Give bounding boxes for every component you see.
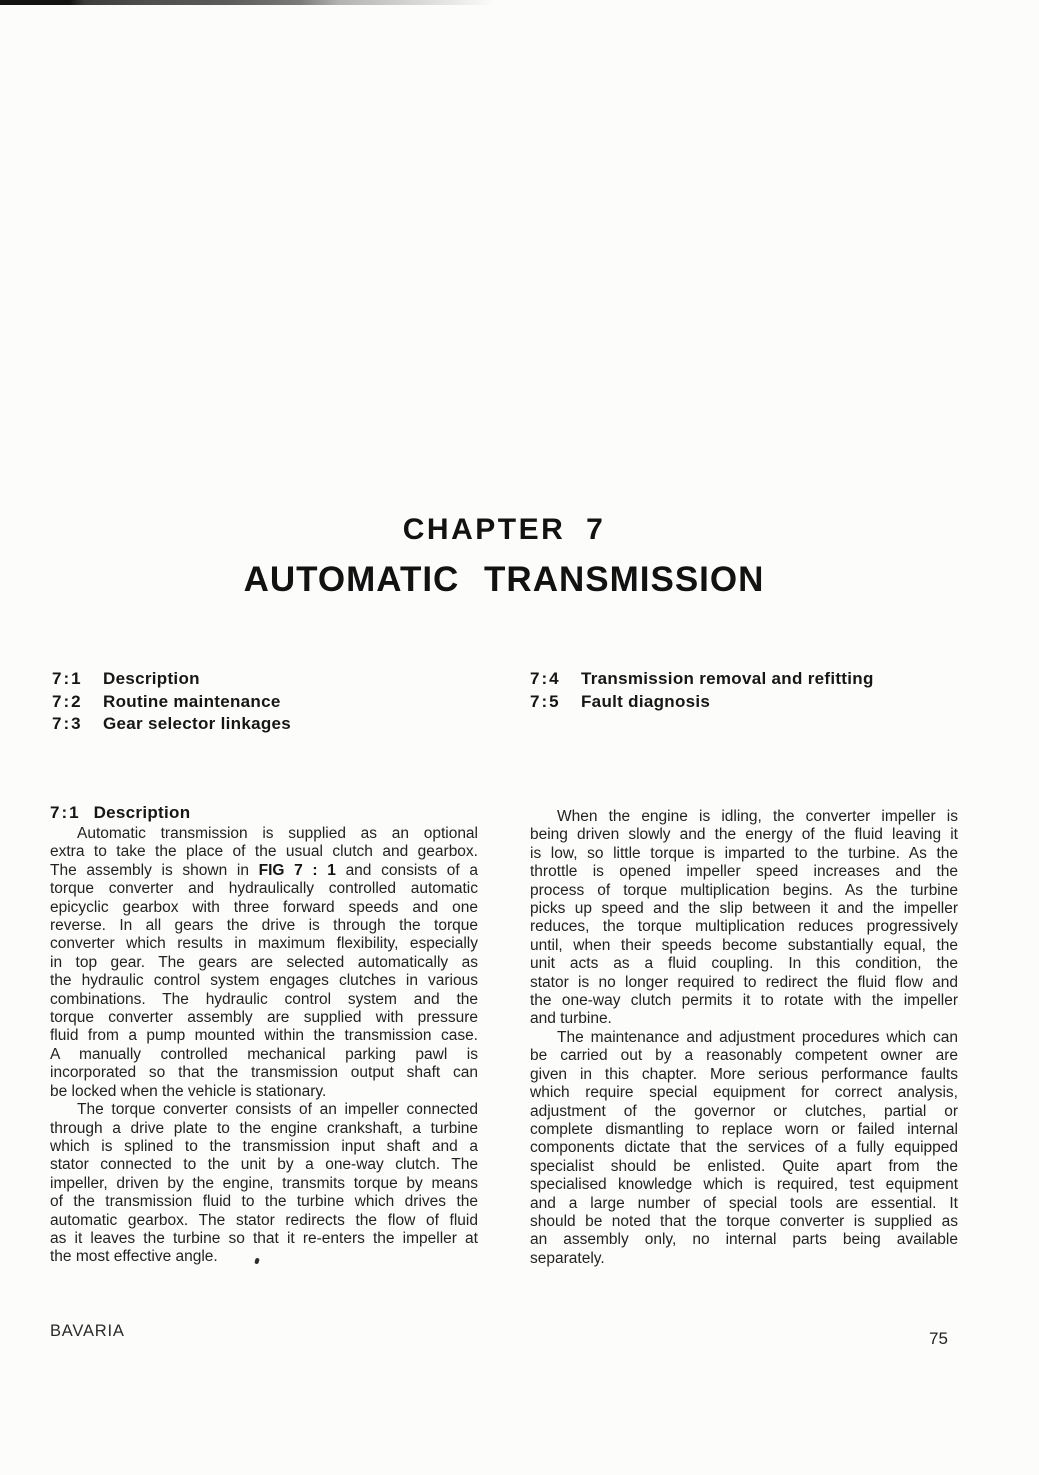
contents-entry-number: 7:4 — [530, 669, 561, 688]
text-line: incorporated so that the transmission output shaft can — [50, 1064, 478, 1082]
text-line: The torque converter consists of an impeller connected — [77, 1101, 478, 1119]
contents-entry — [52, 713, 530, 736]
text-line: be carried out by a reasonably competent owner are — [530, 1047, 958, 1065]
contents-column-right — [530, 668, 958, 736]
text-line: reduces, the torque multiplication reduces progressively — [530, 918, 958, 936]
text-line: adjustment of the governor or clutches, partial or — [530, 1102, 958, 1120]
text-line: The assembly is shown in FIG 7 : 1 and consists of a — [50, 861, 478, 879]
contents-entry — [530, 691, 958, 714]
contents-entry-number: 7:1 — [52, 669, 83, 688]
paragraph — [530, 808, 958, 1029]
text-line: and a large number of special tools are essential. It — [530, 1194, 958, 1212]
contents-entry-number: 7:3 — [52, 714, 83, 734]
paragraph — [530, 1029, 958, 1268]
text-line: specialist should be enlisted. Quite apart from the — [530, 1157, 958, 1175]
text-line: extra to take the place of the usual clutch and gearbox. — [50, 843, 478, 861]
page-number: 75 — [929, 1329, 948, 1348]
contents-entry — [52, 668, 530, 691]
section-title: Description — [93, 803, 191, 822]
left-column — [50, 803, 478, 1268]
text-line: through a drive plate to the engine crankshaft, a turbine — [50, 1119, 478, 1137]
chapter-number-heading: CHAPTER 7 — [402, 513, 606, 546]
text-line: epicyclic gearbox with three forward speeds and one — [50, 898, 478, 916]
text-line: the one-way clutch permits it to rotate with the impeller — [530, 992, 958, 1010]
text-line: the most effective angle. — [50, 1248, 218, 1266]
text-line: When the engine is idling, the converter impeller is — [557, 808, 958, 825]
text-line: A manually controlled mechanical parking pawl is — [50, 1045, 478, 1063]
contents-entry-number: 7:5 — [530, 691, 561, 711]
text-line: in top gear. The gears are selected automatically as — [50, 953, 478, 971]
text-line: stator is no longer required to redirect the fluid flow and — [530, 973, 958, 991]
contents-entry-label: Transmission removal and refitting — [581, 669, 874, 688]
text-line: as it leaves the turbine so that it re-enters the impeller at — [50, 1229, 478, 1247]
text-line: unit acts as a fluid coupling. In this condition, the — [530, 955, 958, 973]
text-line: be locked when the vehicle is stationary. — [50, 1082, 327, 1100]
text-line: torque converter and hydraulically controlled automatic — [50, 880, 478, 898]
text-line: until, when their speeds become substantially equal, the — [530, 936, 958, 954]
text-line: of the transmission fluid to the turbine which drives the — [50, 1193, 478, 1211]
text-line: should be noted that the torque converter is supplied as — [530, 1212, 958, 1230]
contents-column-left — [52, 668, 530, 736]
scan-artifact-bar — [0, 0, 500, 5]
paragraph — [50, 1101, 478, 1267]
text-line: process of torque multiplication begins. As the turbine — [530, 881, 958, 899]
text-line: components dictate that the services of a fully equipped — [530, 1139, 958, 1157]
contents-entry-label: Description — [103, 669, 200, 688]
text-line: stator connected to the unit by a one-way clutch. The — [50, 1156, 478, 1174]
text-line: separately. — [530, 1249, 605, 1267]
text-line: an assembly only, no internal parts being available — [530, 1231, 958, 1249]
body-two-columns — [50, 803, 958, 1268]
text-line: Automatic transmission is supplied as an optional — [77, 825, 478, 842]
section-number: 7:1 — [50, 803, 81, 822]
contents-entry-number: 7:2 — [52, 691, 83, 711]
text-line: fluid from a pump mounted within the transmission case. — [50, 1027, 478, 1045]
text-line: reverse. In all gears the drive is through the torque — [50, 917, 478, 935]
chapter-title: AUTOMATIC TRANSMISSION — [243, 560, 765, 599]
contents-entry-label: Routine maintenance — [103, 691, 281, 711]
contents-entry-label: Fault diagnosis — [581, 691, 711, 711]
contents-entry — [52, 691, 530, 714]
text-line: is low, so little torque is imparted to the turbine. As the — [530, 844, 958, 862]
text-line: the hydraulic control system engages clutches in various — [50, 972, 478, 990]
text-line: picks up speed and the slip between it and the impeller — [530, 900, 958, 918]
text-line: which is splined to the transmission input shaft and a — [50, 1137, 478, 1155]
text-line: automatic gearbox. The stator redirects the flow of fluid — [50, 1211, 478, 1229]
text-line: complete dismantling to replace worn or failed internal — [530, 1120, 958, 1138]
text-line: being driven slowly and the energy of the fluid leaving it — [530, 826, 958, 844]
section-heading — [50, 803, 478, 822]
text-line: and turbine. — [530, 1010, 612, 1028]
paragraph — [50, 825, 478, 1101]
text-line: The maintenance and adjustment procedures which can — [557, 1028, 958, 1046]
text-line: specialised knowledge which is required, test equipment — [530, 1176, 958, 1194]
text-line: converter which results in maximum flexibility, especially — [50, 935, 478, 953]
text-line: throttle is opened impeller speed increases and the — [530, 863, 958, 881]
text-line: which require special equipment for correct analysis, — [530, 1084, 958, 1102]
right-column — [530, 803, 958, 1268]
text-line: given in this chapter. More serious performance faults — [530, 1065, 958, 1083]
contents-entry — [530, 668, 958, 691]
text-line: impeller, driven by the engine, transmits torque by means — [50, 1174, 478, 1192]
footer-book-title: BAVARIA — [50, 1322, 125, 1340]
contents-entry-label: Gear selector linkages — [103, 714, 292, 734]
chapter-contents-list — [52, 668, 958, 736]
text-line: torque converter assembly are supplied with pressure — [50, 1009, 478, 1027]
text-line: combinations. The hydraulic control system and the — [50, 990, 478, 1008]
